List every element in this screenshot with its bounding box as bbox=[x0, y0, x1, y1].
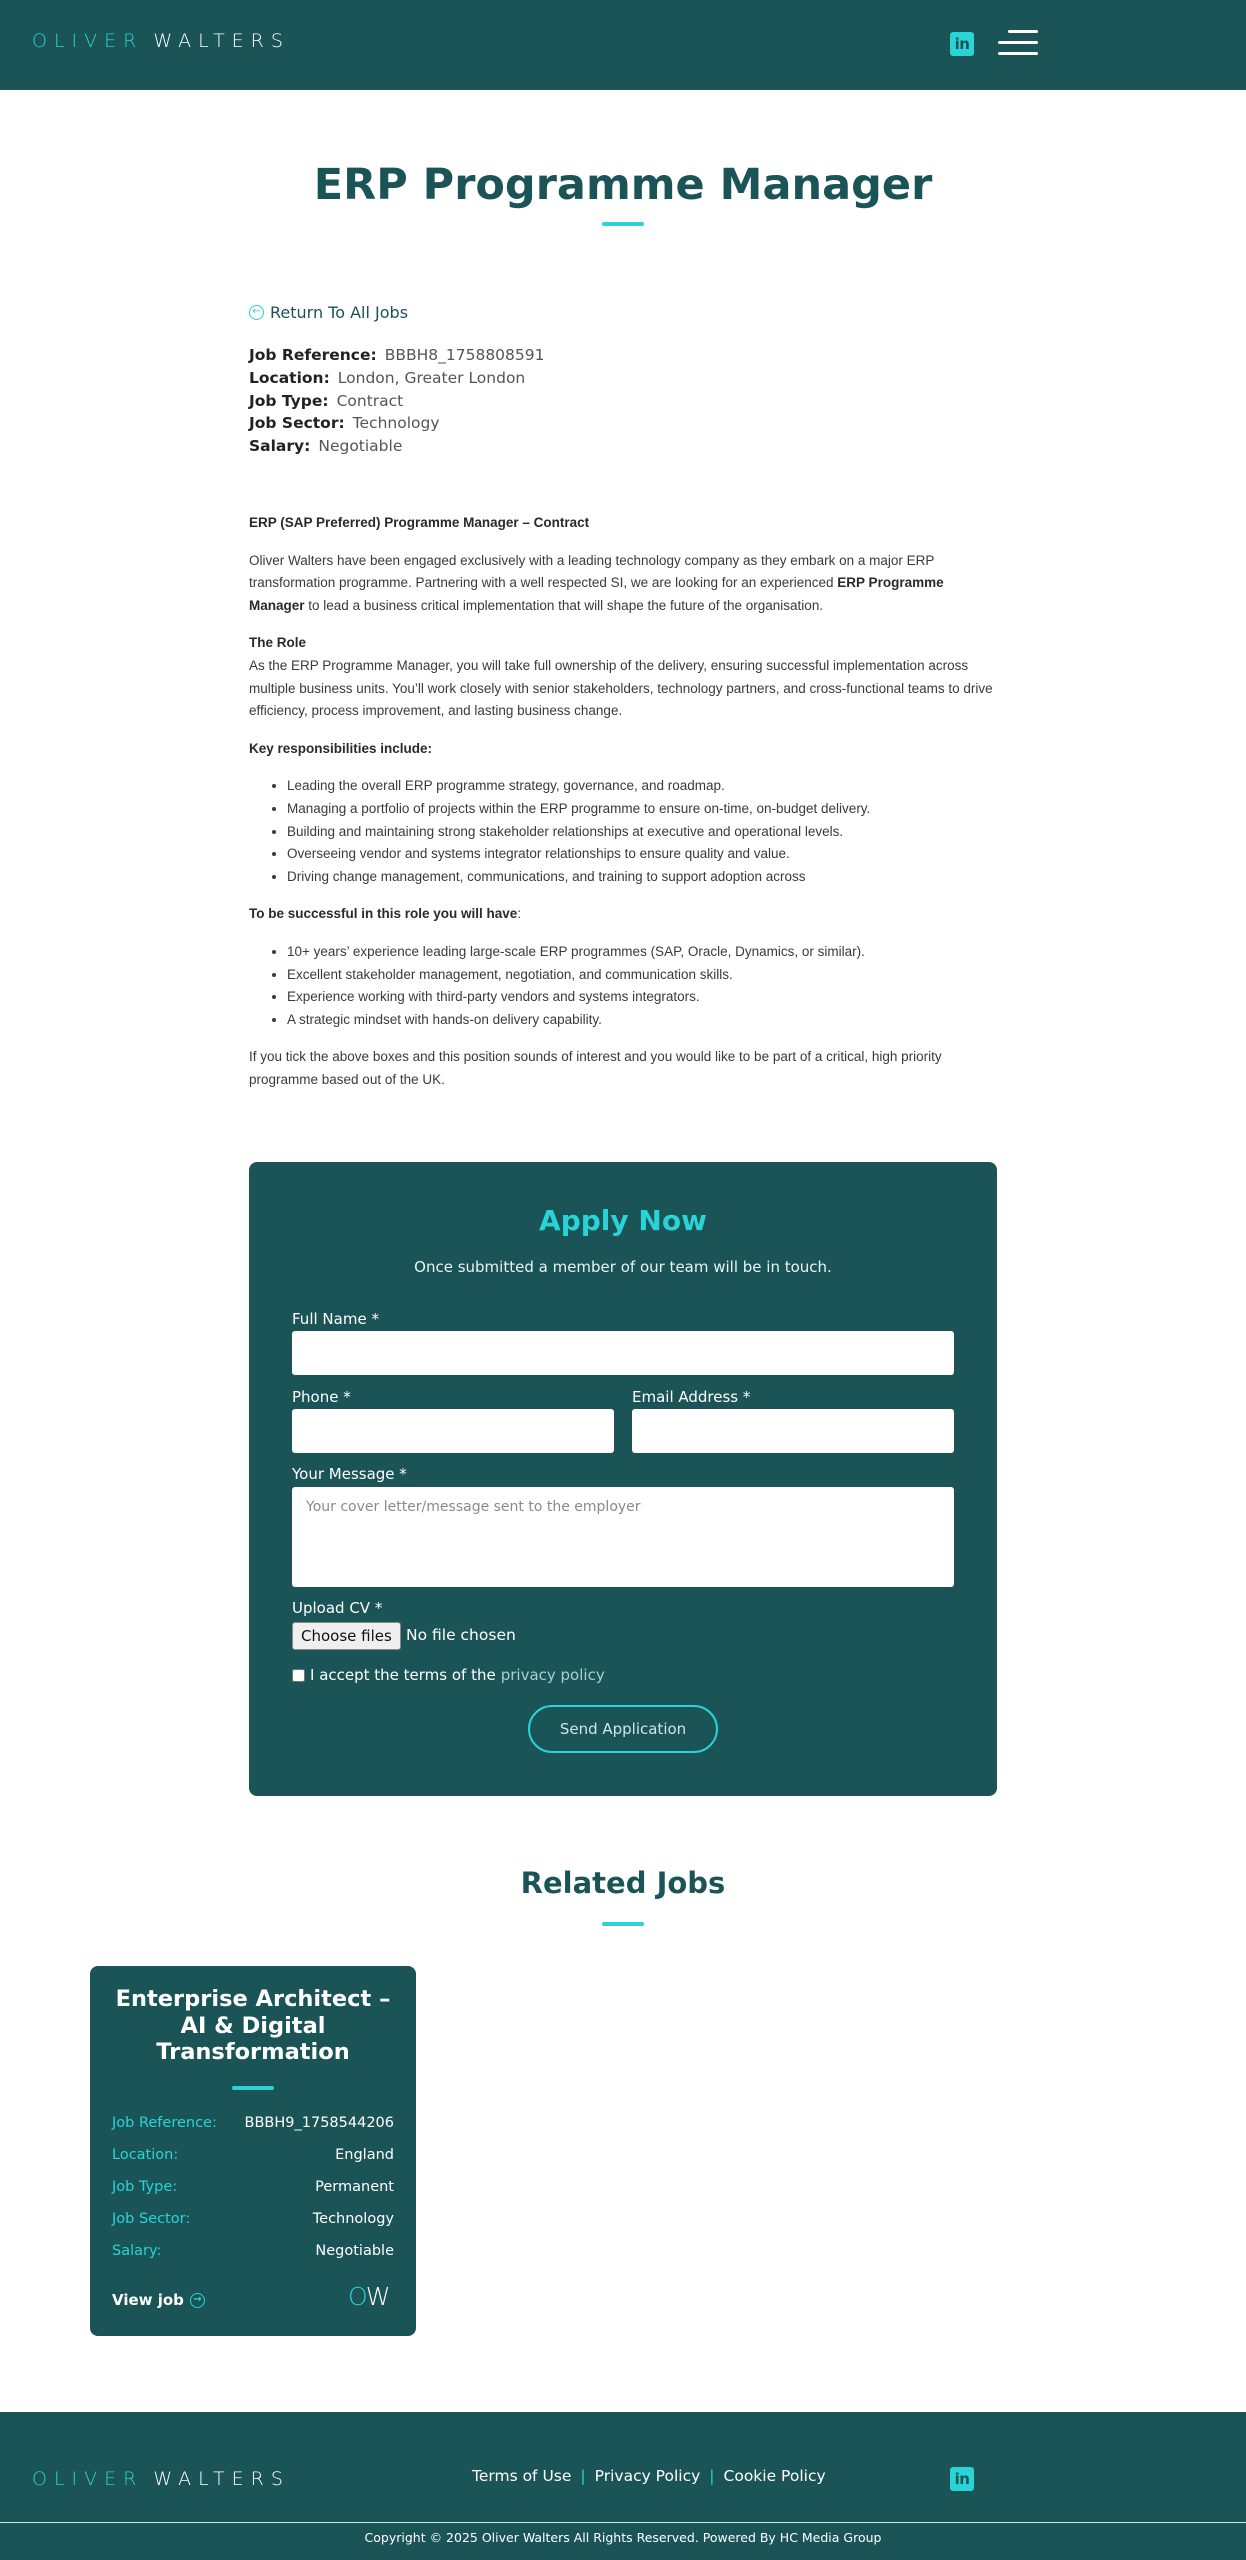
send-application-button[interactable]: Send Application bbox=[528, 1705, 718, 1753]
page-title: ERP Programme Manager bbox=[313, 160, 933, 210]
full-name-label: Full Name * bbox=[292, 1310, 379, 1328]
related-job-card[interactable] bbox=[90, 1966, 416, 2336]
return-to-jobs-link[interactable]: ← Return To All Jobs bbox=[249, 303, 408, 322]
apply-subtitle: Once submitted a member of our team will be in touch. bbox=[414, 1258, 832, 1276]
phone-label: Phone * bbox=[292, 1388, 351, 1406]
apply-title: Apply Now bbox=[539, 1204, 707, 1237]
hamburger-menu-icon[interactable] bbox=[998, 30, 1038, 56]
footer-divider bbox=[0, 2522, 1246, 2523]
meta-job-sector: Job Sector: Technology bbox=[249, 414, 440, 433]
terms-checkbox[interactable] bbox=[292, 1669, 305, 1682]
meta-location: Location: London, Greater London bbox=[249, 368, 526, 387]
copyright-text: Copyright © 2025 Oliver Walters All Rights Reserved. Powered By HC Media Group bbox=[364, 2530, 882, 2545]
responsibilities-heading: Key responsibilities include: bbox=[249, 740, 433, 756]
meta-job-reference: Job Reference: BBBH8_1758808591 bbox=[249, 346, 545, 364]
cookie-policy-link[interactable]: Cookie Policy bbox=[723, 2467, 826, 2485]
card-job-type: Job Type: Permanent bbox=[112, 2179, 394, 2195]
role-section: The Role As the ERP Programme Manager, you will take full ownership of the delivery, ensuring successful implementation across multiple business units. You’ll work closely with senior stakeholders, technology partners, and cross-functional teams to drive efficiency, process improvement, and lasting business change. bbox=[249, 635, 993, 719]
list-item: • Leading the overall ERP programme strategy, governance, and roadmap. bbox=[287, 775, 999, 798]
requirements-heading: To be successful in this role you will have: bbox=[249, 906, 522, 922]
footer-links: Terms of Use | Privacy Policy | Cookie Policy bbox=[472, 2467, 826, 2485]
title-underline bbox=[602, 222, 644, 226]
description-intro: Oliver Walters have been engaged exclusively with a leading technology company as they embark on a major ERP transformation programme. Partnering with a well respected SI, we are looking for an experienced ERP Programme Manager to lead a business critical implementation that will shape the future of the organisation. bbox=[249, 552, 944, 613]
description-headline: ERP (SAP Preferred) Programme Manager – Contract bbox=[249, 515, 590, 530]
meta-job-type: Job Type: Contract bbox=[249, 391, 404, 410]
no-file-status: No file chosen bbox=[406, 1626, 516, 1644]
email-label: Email Address * bbox=[632, 1388, 751, 1406]
view-job-link[interactable]: View job → bbox=[112, 2291, 205, 2309]
message-label: Your Message * bbox=[292, 1465, 407, 1483]
arrow-left-circle-icon: ← bbox=[249, 305, 264, 320]
site-logo[interactable]: OLIVER WALTERS bbox=[32, 30, 290, 52]
list-item: • Managing a portfolio of projects within the ERP programme to ensure on-time, on-budget delivery. bbox=[287, 798, 999, 821]
ow-logo-mark: OW bbox=[348, 2282, 389, 2311]
list-item: • Building and maintaining strong stakeholder relationships at executive and operational levels. bbox=[287, 821, 999, 844]
list-item: • Driving change management, communications, and training to support adoption across bbox=[287, 866, 999, 889]
card-title: Enterprise Architect – AI & Digital Transformation bbox=[115, 1986, 391, 2065]
list-item: • Overseeing vendor and systems integrator relationships to ensure quality and value. bbox=[287, 843, 999, 866]
job-description bbox=[249, 512, 999, 1106]
message-textarea[interactable] bbox=[292, 1487, 954, 1587]
card-location: Location: England bbox=[112, 2147, 394, 2163]
choose-files-button[interactable]: Choose files bbox=[292, 1622, 401, 1650]
list-item: • Excellent stakeholder management, negotiation, and communication skills. bbox=[287, 964, 999, 987]
privacy-policy-link[interactable]: privacy policy bbox=[500, 1666, 605, 1684]
description-closing: If you tick the above boxes and this position sounds of interest and you would like to be part of a critical, high priority programme based out of the UK. bbox=[249, 1049, 942, 1087]
card-underline bbox=[232, 2086, 274, 2090]
email-input[interactable] bbox=[632, 1409, 954, 1453]
linkedin-icon[interactable]: in bbox=[950, 32, 974, 56]
list-item: • 10+ years’ experience leading large-scale ERP programmes (SAP, Oracle, Dynamics, or similar). bbox=[287, 941, 999, 964]
terms-of-use-link[interactable]: Terms of Use bbox=[472, 2467, 572, 2485]
arrow-right-circle-icon: → bbox=[190, 2293, 205, 2308]
phone-input[interactable] bbox=[292, 1409, 614, 1453]
list-item: • Experience working with third-party vendors and systems integrators. bbox=[287, 986, 999, 1009]
job-meta bbox=[249, 344, 545, 458]
apply-form bbox=[249, 1162, 997, 1796]
linkedin-icon[interactable]: in bbox=[950, 2467, 974, 2491]
card-job-reference: Job Reference: BBBH9_1758544206 bbox=[112, 2115, 394, 2131]
terms-row: I accept the terms of the privacy policy bbox=[292, 1666, 605, 1684]
full-name-input[interactable] bbox=[292, 1331, 954, 1375]
card-job-sector: Job Sector: Technology bbox=[112, 2211, 394, 2227]
site-header bbox=[0, 0, 1246, 90]
related-underline bbox=[602, 1922, 644, 1926]
site-footer bbox=[0, 2412, 1246, 2560]
list-item: • A strategic mindset with hands-on delivery capability. bbox=[287, 1009, 999, 1032]
privacy-policy-footer-link[interactable]: Privacy Policy bbox=[594, 2467, 701, 2485]
requirements-list bbox=[287, 941, 999, 1031]
footer-logo[interactable]: OLIVER WALTERS bbox=[32, 2468, 290, 2490]
meta-salary: Salary: Negotiable bbox=[249, 437, 403, 456]
card-salary: Salary: Negotiable bbox=[112, 2243, 394, 2259]
upload-cv-label: Upload CV * bbox=[292, 1599, 383, 1617]
responsibilities-list bbox=[287, 775, 999, 888]
related-jobs-title: Related Jobs bbox=[520, 1866, 726, 1900]
